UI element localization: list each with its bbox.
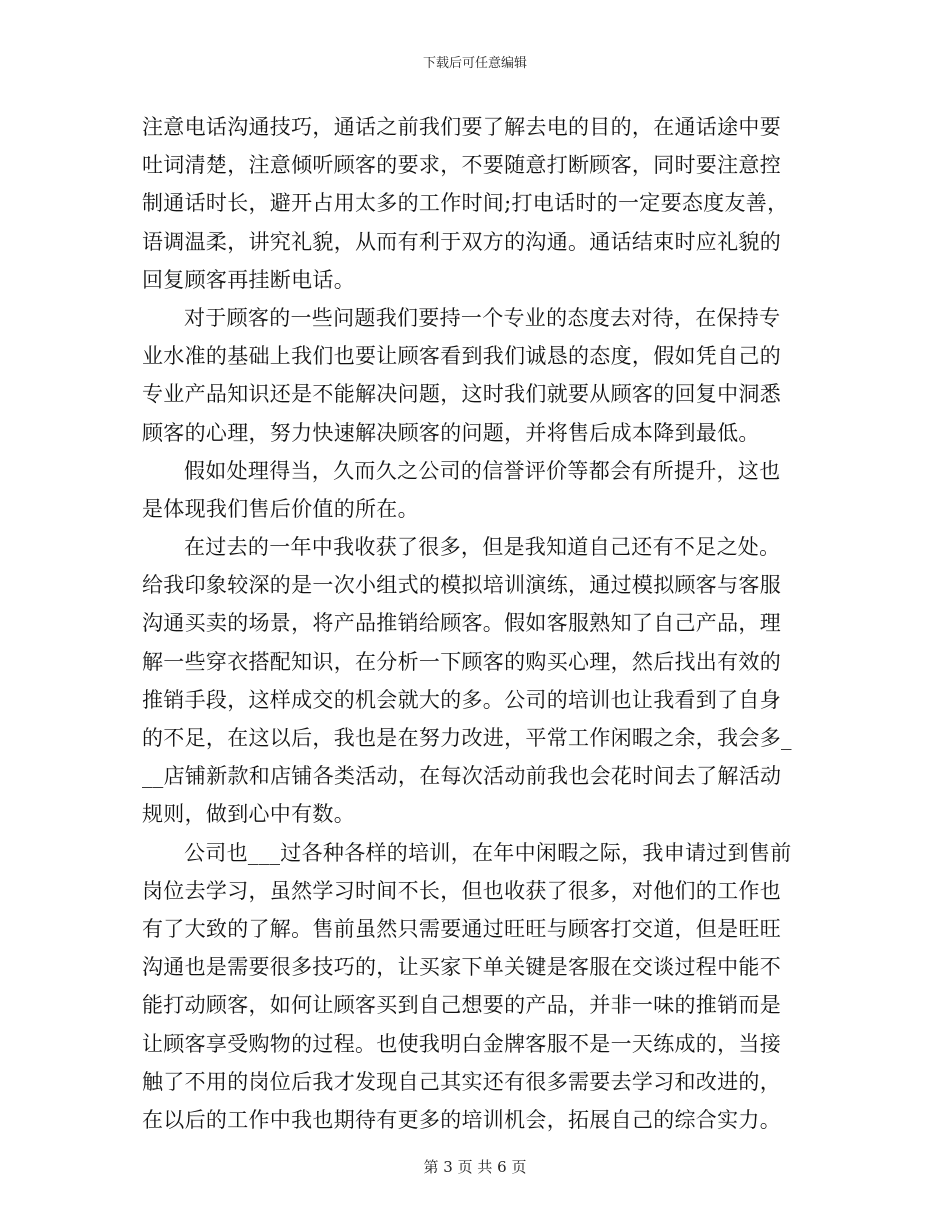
text-line: 解一些穿衣搭配知识，在分析一下顾客的购买心理，然后找出有效的: [142, 649, 781, 674]
text-line: 专业产品知识还是不能解决问题，这时我们就要从顾客的回复中洞悉: [142, 382, 781, 407]
text-line: 公司也___过各种各样的培训，在年中闲暇之际，我申请过到售前: [184, 840, 792, 865]
text-line: 沟通也是需要很多技巧的，让买家下单关键是客服在交谈过程中能不: [142, 955, 781, 980]
text-line: 岗位去学习，虽然学习时间不长，但也收获了很多，对他们的工作也: [142, 878, 781, 903]
text-line: 吐词清楚，注意倾听顾客的要求，不要随意打断顾客，同时要注意控: [142, 153, 781, 178]
text-line: 顾客的心理，努力快速解决顾客的问题，并将售后成本降到最低。: [142, 420, 760, 445]
text-line: 让顾客享受购物的过程。也使我明白金牌客服不是一天练成的，当接: [142, 1031, 781, 1056]
text-line: 推销手段，这样成交的机会就大的多。公司的培训也让我看到了自身: [142, 687, 781, 712]
text-line: 沟通买卖的场景，将产品推销给顾客。假如客服熟知了自己产品，理: [142, 611, 781, 636]
text-line: 在过去的一年中我收获了很多，但是我知道自己还有不足之处。: [184, 535, 781, 560]
text-line: 回复顾客再挂断电话。: [142, 267, 355, 292]
text-line: 在以后的工作中我也期待有更多的培训机会，拓展自己的综合实力。: [142, 1107, 781, 1132]
text-line: 对于顾客的一些问题我们要持一个专业的态度去对待，在保持专: [184, 305, 781, 330]
document-body: [142, 108, 808, 1139]
text-line: 是体现我们售后价值的所在。: [142, 496, 419, 521]
text-line: 规则，做到心中有数。: [142, 802, 355, 827]
text-line: 能打动顾客，如何让顾客买到自己想要的产品，并非一味的推销而是: [142, 993, 781, 1018]
page-footer: 第 3 页 共 6 页: [423, 1158, 527, 1176]
text-line: 触了不用的岗位后我才发现自己其实还有很多需要去学习和改进的，: [142, 1069, 781, 1094]
text-line: __店铺新款和店铺各类活动，在每次活动前我也会花时间去了解活动: [142, 764, 782, 789]
text-line: 假如处理得当，久而久之公司的信誉评价等都会有所提升，这也: [184, 458, 781, 483]
text-line: 语调温柔，讲究礼貌，从而有利于双方的沟通。通话结束时应礼貌的: [142, 229, 781, 254]
text-line: 制通话时长，避开占用太多的工作时间;打电话时的一定要态度友善，: [142, 191, 789, 216]
text-line: 业水准的基础上我们也要让顾客看到我们诚恳的态度，假如凭自己的: [142, 344, 781, 369]
text-line: 有了大致的了解。售前虽然只需要通过旺旺与顾客打交道，但是旺旺: [142, 916, 781, 941]
page-header: 下载后可任意编辑: [422, 56, 527, 71]
text-line: 的不足，在这以后，我也是在努力改进，平常工作闲暇之余，我会多_: [142, 726, 792, 750]
text-line: 注意电话沟通技巧，通话之前我们要了解去电的目的，在通话途中要: [142, 115, 781, 139]
text-line: 给我印象较深的是一次小组式的模拟培训演练，通过模拟顾客与客服: [142, 573, 781, 598]
